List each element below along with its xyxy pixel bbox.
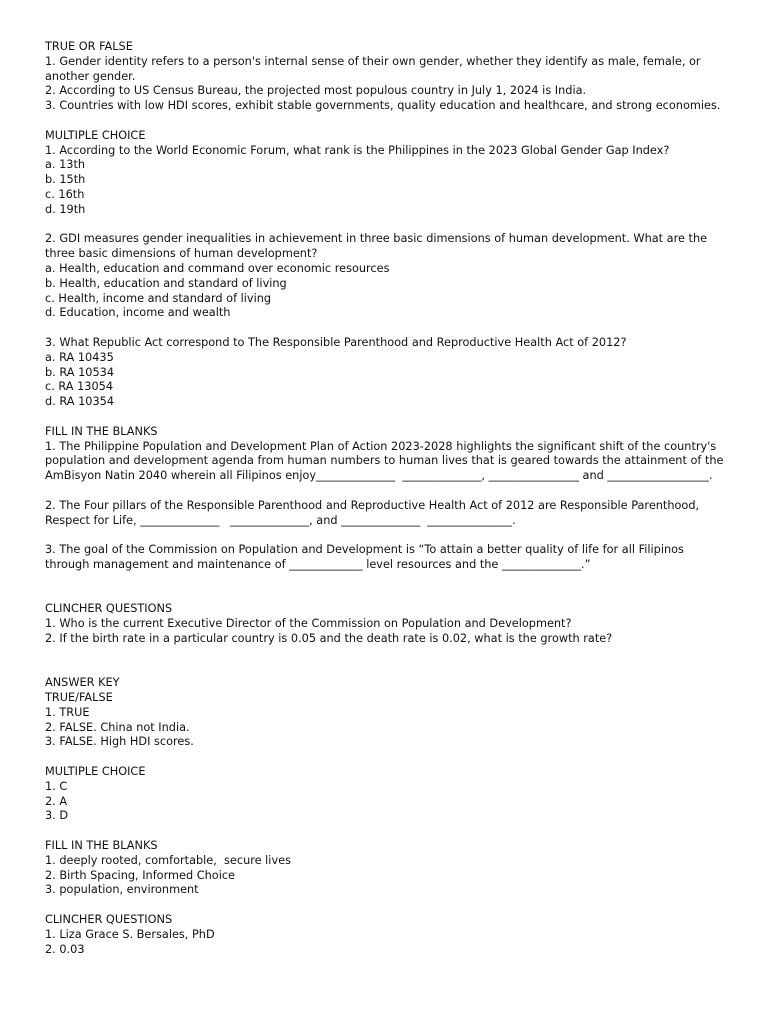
- spacer: [45, 218, 728, 233]
- option: a. RA 10435: [45, 350, 114, 364]
- option: b. 15th: [45, 173, 86, 187]
- answer-item: 3. FALSE. High HDI scores.: [45, 735, 194, 749]
- option: c. Health, income and standard of living: [45, 291, 272, 305]
- answer-item: 3. population, environment: [45, 883, 199, 897]
- section-heading: ANSWER KEY: [45, 676, 120, 690]
- answer-item: 2. FALSE. China not India.: [45, 720, 190, 734]
- answer-item: 2. A: [45, 794, 68, 808]
- option: d. 19th: [45, 202, 86, 216]
- option: a. 13th: [45, 158, 86, 172]
- spacer: [45, 750, 728, 765]
- spacer: [45, 484, 728, 499]
- tf-item-2: 2. According to US Census Bureau, the projected most populous country in July 1, 2024 is India.: [45, 84, 587, 98]
- fb-item-3: 3. The goal of the Commission on Population and Development is “To attain a better quality of life for all Filipinos through management and maintenance of _____________ level resources and the ______________.”: [45, 543, 688, 571]
- fb-item-1: 1. The Philippine Population and Development Plan of Action 2023-2028 highlights the significant shift of the country's population and development agenda from human numbers to human lives that is geared towards the attainment of the AmBisyon Natin 2040 wherein all Filipinos enjoy______________ ______________, ________________ and __________________.: [45, 439, 728, 483]
- spacer: [45, 898, 728, 913]
- mc-question-1: [45, 144, 728, 218]
- answer-item: 2. Birth Spacing, Informed Choice: [45, 868, 236, 882]
- option: b. Health, education and standard of living: [45, 276, 287, 290]
- answer-item: 2. 0.03: [45, 942, 85, 956]
- answer-key-section: [45, 676, 728, 957]
- subsection-heading: TRUE/FALSE: [45, 691, 113, 705]
- mc-question-3: [45, 336, 728, 410]
- section-heading: MULTIPLE CHOICE: [45, 128, 146, 142]
- option: c. RA 13054: [45, 380, 114, 394]
- spacer: [45, 410, 728, 425]
- section-heading: TRUE OR FALSE: [45, 40, 133, 53]
- tf-item-1: 1. Gender identity refers to a person's internal sense of their own gender, whether they identify as male, female, or another gender.: [45, 54, 705, 83]
- spacer: [45, 528, 728, 543]
- option: b. RA 10534: [45, 365, 115, 379]
- question-text: 3. What Republic Act correspond to The Responsible Parenthood and Reproductive Health Act of 2012?: [45, 335, 627, 349]
- multiple-choice-section: [45, 129, 728, 410]
- spacer: [45, 321, 728, 336]
- fb-item-2: 2. The Four pillars of the Responsible Parenthood and Reproductive Health Act of 2012 are Responsible Parenthood, Respect for Life, ______________ ______________, and ______________ _______________.: [45, 498, 703, 527]
- option: d. RA 10354: [45, 395, 115, 409]
- spacer: [45, 824, 728, 839]
- mc-question-2: [45, 232, 728, 321]
- question-text: 2. GDI measures gender inequalities in achievement in three basic dimensions of human development. What are the three basic dimensions of human development?: [45, 232, 711, 261]
- answer-item: 1. C: [45, 779, 68, 793]
- option: d. Education, income and wealth: [45, 306, 231, 320]
- answer-item: 1. TRUE: [45, 705, 90, 719]
- section-heading: FILL IN THE BLANKS: [45, 424, 158, 438]
- subsection-heading: CLINCHER QUESTIONS: [45, 913, 173, 927]
- subsection-heading: MULTIPLE CHOICE: [45, 765, 146, 779]
- spacer: [45, 114, 728, 129]
- spacer: [45, 573, 728, 603]
- option: c. 16th: [45, 187, 85, 201]
- answer-item: 1. Liza Grace S. Bersales, PhD: [45, 927, 215, 941]
- clincher-item-1: 1. Who is the current Executive Director of the Commission on Population and Development?: [45, 617, 572, 631]
- tf-item-3: 3. Countries with low HDI scores, exhibit stable governments, quality education and healthcare, and strong economies.: [45, 99, 721, 113]
- true-false-section: [45, 40, 728, 114]
- answer-item: 1. deeply rooted, comfortable, secure lives: [45, 853, 291, 867]
- option: a. Health, education and command over economic resources: [45, 261, 390, 275]
- clincher-item-2: 2. If the birth rate in a particular country is 0.05 and the death rate is 0.02, what is the growth rate?: [45, 631, 613, 645]
- subsection-heading: FILL IN THE BLANKS: [45, 839, 158, 853]
- fill-blanks-section: [45, 425, 728, 573]
- section-heading: CLINCHER QUESTIONS: [45, 602, 173, 616]
- answer-item: 3. D: [45, 809, 69, 823]
- question-text: 1. According to the World Economic Forum, what rank is the Philippines in the 2023 Global Gender Gap Index?: [45, 143, 670, 157]
- clincher-section: [45, 602, 728, 646]
- spacer: [45, 647, 728, 677]
